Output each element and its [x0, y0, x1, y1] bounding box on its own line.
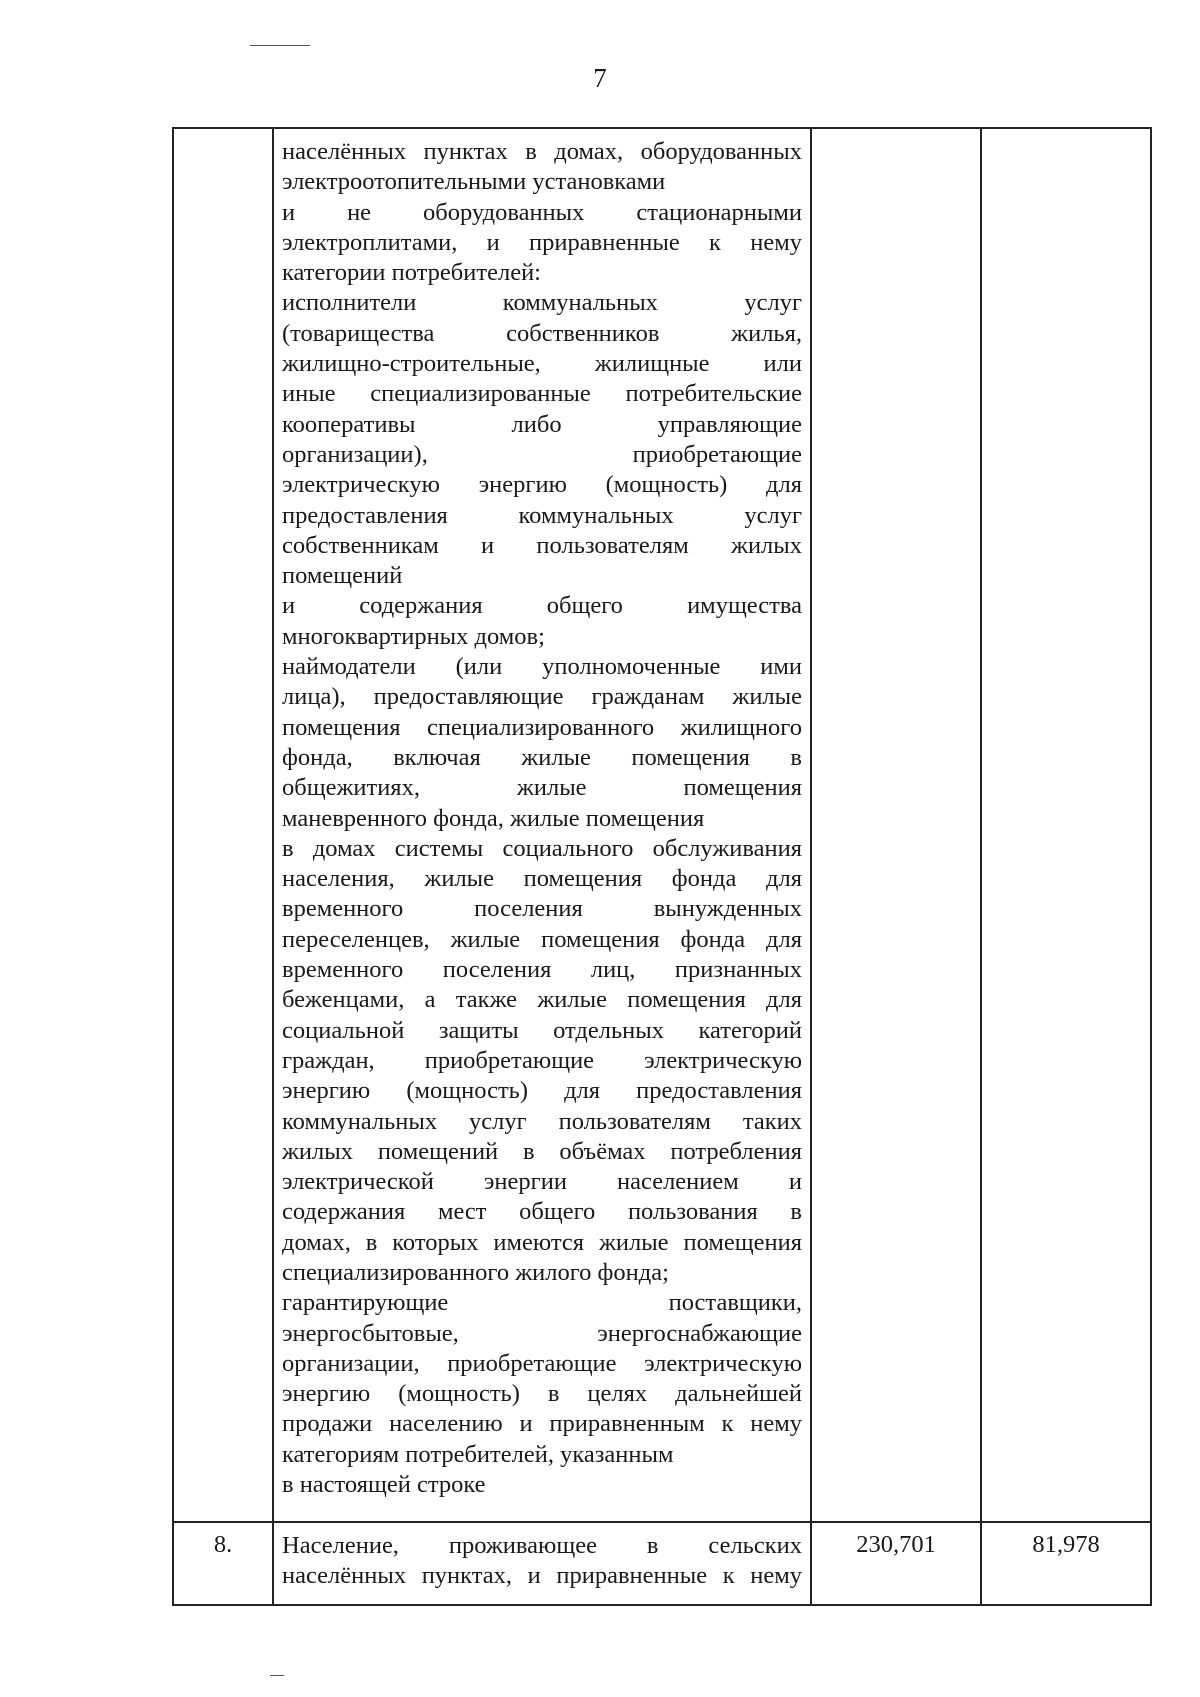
text-line: электрической энергии населением и	[282, 1168, 802, 1196]
text-line: населения, жилые помещения фонда для	[282, 865, 802, 893]
scan-artifact-mark	[250, 45, 310, 46]
text-line: временного поселения лиц, признанных	[282, 956, 802, 984]
table-body	[173, 128, 1151, 1605]
text-line: населённых пунктах в домах, оборудованных	[282, 138, 802, 165]
text-line: энергию (мощность) в целях дальнейшей	[282, 1380, 802, 1408]
text-line: жилых помещений в объёмах потребления	[282, 1137, 802, 1165]
text-line: жилищно-строительные, жилищные или	[282, 350, 802, 378]
text-line: в домах системы социального обслуживания	[282, 834, 802, 862]
text-line: (товарищества собственников жилья,	[282, 319, 802, 347]
text-line: электрическую энергию (мощность) для	[282, 471, 802, 499]
text-line: специализированного жилого фонда;	[282, 1258, 669, 1286]
text-line: помещения специализированного жилищного	[282, 713, 802, 741]
text-line: иные специализированные потребительские	[282, 380, 802, 408]
text-line: маневренного фонда, жилые помещения	[282, 804, 705, 832]
text-line: продажи населению и приравненным к нему	[282, 1410, 802, 1438]
row-number-cell	[173, 128, 273, 1522]
text-line: временного поселения вынужденных	[282, 895, 802, 923]
tariff-table	[172, 127, 1152, 1606]
text-line: организации), приобретающие	[282, 440, 802, 468]
text-line: и содержания общего имущества	[282, 592, 802, 620]
text-line: помещений	[282, 562, 403, 590]
text-line: населённых пунктах, и приравненные к нему	[282, 1562, 802, 1590]
text-line: категориям потребителей, указанным	[282, 1440, 674, 1468]
text-line: общежитиях, жилые помещения	[282, 774, 802, 802]
page-number: 7	[593, 63, 607, 93]
text-line: электроплитами, и приравненные к нему	[282, 228, 802, 256]
tariff-value-1-cell: 230,701	[811, 1522, 981, 1605]
text-line: социальной защиты отдельных категорий	[282, 1016, 802, 1044]
text-line: содержания мест общего пользования в	[282, 1198, 802, 1226]
text-line: в настоящей строке	[282, 1471, 486, 1499]
tariff-value-1-cell	[811, 128, 981, 1522]
consumer-category-cell	[273, 1522, 811, 1605]
consumer-category-cell	[273, 128, 811, 1522]
table-row	[173, 1522, 1151, 1605]
text-line: фонда, включая жилые помещения в	[282, 743, 802, 771]
text-line: беженцами, а также жилые помещения для	[282, 986, 802, 1014]
scan-artifact-mark	[270, 1675, 284, 1676]
text-line: кооперативы либо управляющие	[282, 410, 802, 438]
text-line: лица), предоставляющие гражданам жилые	[282, 683, 802, 711]
text-line: гарантирующие поставщики,	[282, 1289, 802, 1317]
text-line: наймодатели (или уполномоченные ими	[282, 653, 802, 681]
text-line: организации, приобретающие электрическую	[282, 1349, 802, 1377]
text-line: граждан, приобретающие электрическую	[282, 1046, 802, 1074]
row-number-cell: 8.	[173, 1522, 273, 1605]
text-line: энергосбытовые, энергоснабжающие	[282, 1319, 802, 1347]
text-line: электроотопительными установками	[282, 168, 666, 196]
text-line: и не оборудованных стационарными	[282, 198, 802, 226]
text-line: энергию (мощность) для предоставления	[282, 1077, 802, 1105]
text-line: собственникам и пользователям жилых	[282, 531, 802, 559]
tariff-value-2-cell: 81,978	[981, 1522, 1151, 1605]
text-line: Население, проживающее в сельских	[282, 1532, 802, 1559]
tariff-value-2-cell	[981, 128, 1151, 1522]
text-line: категории потребителей:	[282, 259, 541, 287]
table-row	[173, 128, 1151, 1522]
text-line: домах, в которых имеются жилые помещения	[282, 1228, 802, 1256]
text-line: переселенцев, жилые помещения фонда для	[282, 925, 802, 953]
text-line: многоквартирных домов;	[282, 622, 545, 650]
text-line: предоставления коммунальных услуг	[282, 501, 802, 529]
text-line: исполнители коммунальных услуг	[282, 289, 802, 317]
text-line: коммунальных услуг пользователям таких	[282, 1107, 802, 1135]
